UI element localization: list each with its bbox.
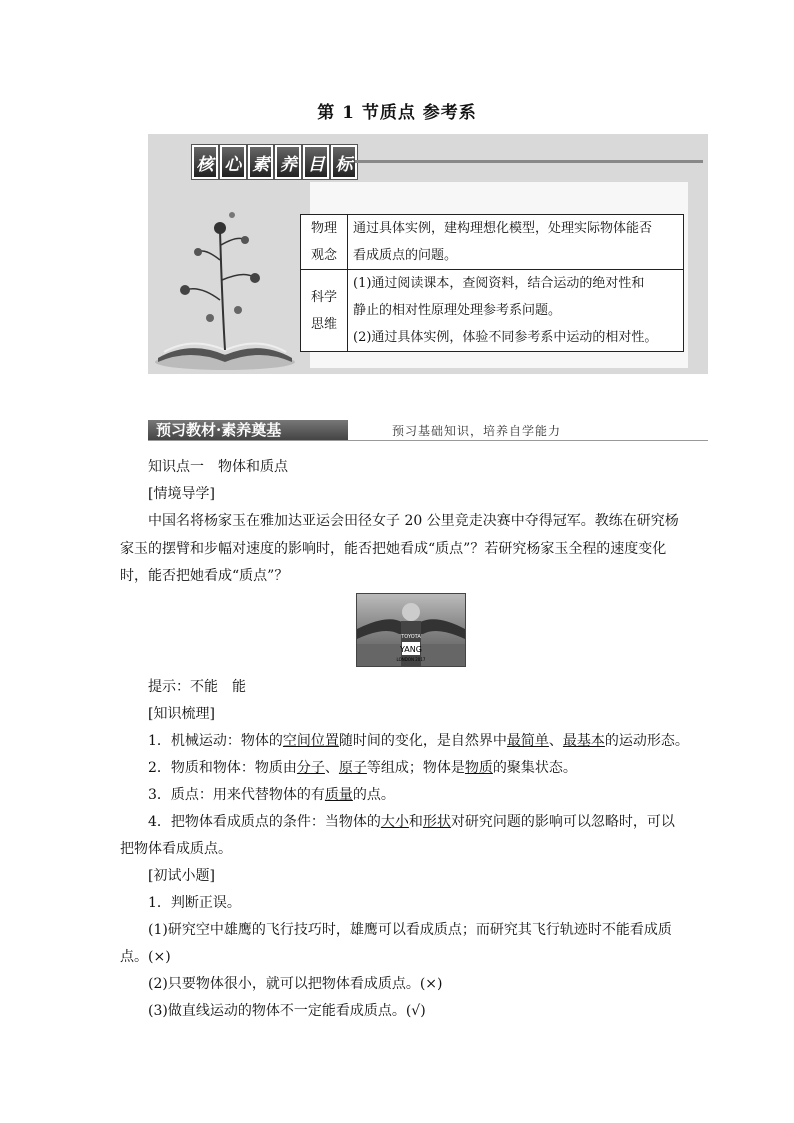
core-goals-banner (192, 145, 357, 179)
banner-rule (355, 160, 703, 163)
row-content: (1)通过阅读课本，查阅资料，结合运动的绝对性和 静止的相对性原理处理参考系问题。 (2)通过具体实例，体验不同参考系中运动的相对性。 (348, 270, 684, 352)
knowledge-point-title: 知识点一 物体和质点 (148, 459, 288, 475)
athlete-photo (356, 593, 466, 667)
section-header: 预习教材·素养奠基 (148, 420, 348, 440)
knowledge-item-3: 3．质点：用来代替物体的有质量的点。 (148, 787, 395, 803)
banner-char: 养 (275, 145, 301, 179)
test-line: (3)做直线运动的物体不一定能看成质点。(√) (148, 1003, 426, 1019)
paragraph-line: 中国名将杨家玉在雅加达亚运会田径女子 20 公里竞走决赛中夺得冠军。教练在研究杨 (148, 513, 679, 529)
hint-line: 提示：不能 能 (148, 679, 246, 695)
core-goals-table (300, 214, 684, 352)
knowledge-item-4-cont: 把物体看成质点。 (120, 841, 232, 857)
test-line: 点。(×) (120, 949, 171, 965)
test-line: 1．判断正误。 (148, 895, 241, 911)
section-subtitle: 预习基础知识，培养自学能力 (392, 424, 562, 438)
page-title: 第 1 节质点 参考系 (317, 103, 477, 123)
knowledge-item-2: 2．物质和物体：物质由分子、原子等组成；物体是物质的聚集状态。 (148, 760, 577, 776)
scene-heading: [情境导学] (148, 486, 215, 502)
test-line: (2)只要物体很小，就可以把物体看成质点。(×) (148, 976, 443, 992)
banner-char: 核 (192, 145, 218, 179)
test-heading: [初试小题] (148, 868, 215, 884)
table-row (301, 215, 684, 270)
event-text: LONDON 2017 (396, 657, 426, 662)
bib-text: YANG (400, 645, 422, 654)
test-line: (1)研究空中雄鹰的飞行技巧时，雄鹰可以看成质点；而研究其飞行轨迹时不能看成质 (148, 922, 672, 938)
row-content: 通过具体实例，建构理想化模型，处理实际物体能否 看成质点的问题。 (348, 215, 684, 270)
banner-char: 标 (331, 145, 357, 179)
row-head: 科学 思维 (301, 270, 348, 352)
sponsor-text: TOYOTA (401, 634, 421, 640)
banner-char: 心 (220, 145, 246, 179)
table-row (301, 270, 684, 352)
row-head: 物理 观念 (301, 215, 348, 270)
knowledge-item-4: 4．把物体看成质点的条件：当物体的大小和形状对研究问题的影响可以忽略时，可以 (148, 814, 675, 830)
knowledge-item-1: 1．机械运动：物体的空间位置随时间的变化，是自然界中最简单、最基本的运动形态。 (148, 733, 689, 749)
book-flower-illustration (150, 190, 300, 372)
banner-char: 素 (248, 145, 274, 179)
sort-heading: [知识梳理] (148, 706, 215, 722)
paragraph-line: 时，能否把她看成“质点”？ (120, 568, 289, 584)
paragraph-line: 家玉的摆臂和步幅对速度的影响时，能否把她看成“质点”？若研究杨家玉全程的速度变化 (120, 541, 667, 557)
banner-char: 目 (303, 145, 329, 179)
